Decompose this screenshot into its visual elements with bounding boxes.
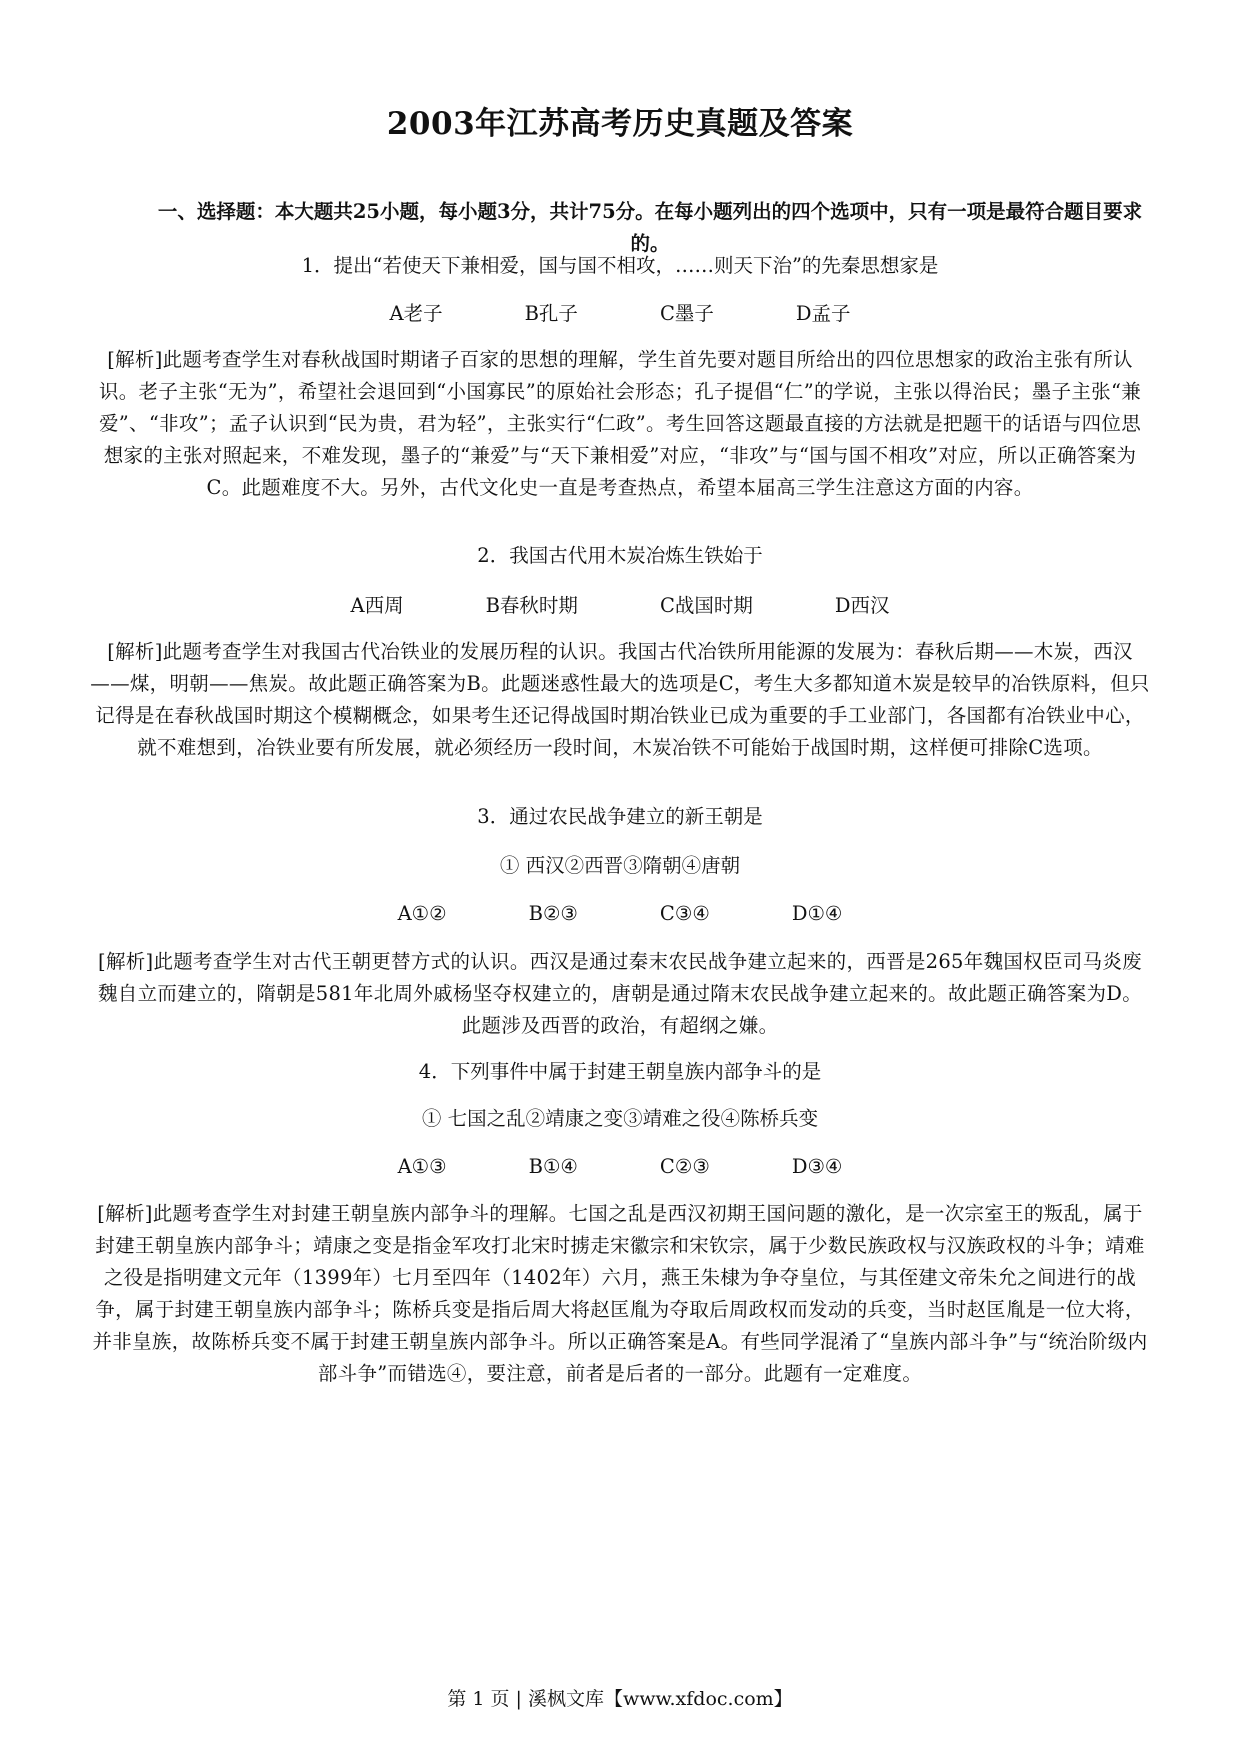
page-title: 2003年江苏高考历史真题及答案 xyxy=(386,106,854,142)
option-b: B孔子 xyxy=(524,302,578,325)
question-2-analysis: [解析]此题考查学生对我国古代冶铁业的发展历程的认识。我国古代冶铁所用能源的发展为：春秋后期——木炭，西汉——煤，明朝——焦炭。故此题正确答案为B。此题迷惑性最大的选项是C，考生大多都知道木炭是较早的冶铁原料，但只记得是在春秋战国时期这个模糊概念，如果考生还记得战国时期冶铁业已成为重要的手工业部门，各国都有冶铁业中心，就不难想到，冶铁业要有所发展，就必须经历一段时间，木炭冶铁不可能始于战国时期，这样便可排除C选项。 xyxy=(90,640,1150,759)
option-d: D③④ xyxy=(791,1155,843,1178)
option-d: D①④ xyxy=(791,902,843,925)
option-c: C②③ xyxy=(659,1155,710,1178)
option-b: B春秋时期 xyxy=(485,594,578,617)
question-4-analysis: [解析]此题考查学生对封建王朝皇族内部争斗的理解。七国之乱是西汉初期王国问题的激化，是一次宗室王的叛乱，属于封建王朝皇族内部争斗；靖康之变是指金军攻打北宋时掳走宋徽宗和宋钦宗，属于少数民族政权与汉族政权的斗争；靖难之役是指明建文元年（1399年）七月至四年（1402年）六月，燕王朱棣为争夺皇位，与其侄建文帝朱允之间进行的战争，属于封建王朝皇族内部争斗；陈桥兵变是指后周大将赵匡胤为夺取后周政权而发动的兵变，当时赵匡胤是一位大将，并非皇族，故陈桥兵变不属于封建王朝皇族内部争斗。所以正确答案是A。有些同学混淆了“皇族内部斗争”与“统治阶级内部斗争”而错选④，要注意，前者是后者的一部分。此题有一定难度。 xyxy=(92,1202,1148,1385)
option-c: C③④ xyxy=(659,902,710,925)
question-1-analysis: [解析]此题考查学生对春秋战国时期诸子百家的思想的理解，学生首先要对题目所给出的四位思想家的政治主张有所认识。老子主张“无为”，希望社会退回到“小国寡民”的原始社会形态；孔子提倡“仁”的学说，主张以得治民；墨子主张“兼爱”、“非攻”；孟子认识到“民为贵，君为轻”，主张实行“仁政”。考生回答这题最直接的方法就是把题干的话语与四位思想家的主张对照起来，不难发现，墨子的“兼爱”与“天下兼相爱”对应，“非攻”与“国与国不相攻”对应，所以正确答案为C。此题难度不大。另外，古代文化史一直是考查热点，希望本届高三学生注意这方面的内容。 xyxy=(98,348,1142,499)
question-3-stem: 3．通过农民战争建立的新王朝是 xyxy=(477,805,763,828)
question-3-items: ① 西汉②西晋③隋朝④唐朝 xyxy=(499,854,741,877)
option-c: C墨子 xyxy=(659,302,714,325)
option-c: C战国时期 xyxy=(659,594,753,617)
option-a: A西周 xyxy=(350,594,404,617)
option-b: B②③ xyxy=(528,902,578,925)
option-d: D孟子 xyxy=(795,302,851,325)
question-3-analysis: [解析]此题考查学生对古代王朝更替方式的认识。西汉是通过秦末农民战争建立起来的，西晋是265年魏国权臣司马炎废魏自立而建立的，隋朝是581年北周外戚杨坚夺权建立的，唐朝是通过隋末农民战争建立起来的。故此题正确答案为D。此题涉及西晋的政治，有超纲之嫌。 xyxy=(97,950,1143,1037)
question-2-stem: 2．我国古代用木炭冶炼生铁始于 xyxy=(477,544,763,567)
question-2-options xyxy=(0,592,1240,620)
option-b: B①④ xyxy=(528,1155,578,1178)
page-footer: 第 1 页 | 溪枫文库【www.xfdoc.com】 xyxy=(447,1688,793,1710)
question-4-stem: 4．下列事件中属于封建王朝皇族内部争斗的是 xyxy=(418,1060,822,1083)
option-a: A老子 xyxy=(389,302,443,325)
section-heading: 一、选择题：本大题共25小题，每小题3分，共计75分。在每小题列出的四个选项中，只有一项是最符合题目要求的。 xyxy=(157,200,1143,255)
question-3-options xyxy=(0,900,1240,928)
option-d: D西汉 xyxy=(834,594,890,617)
option-a: A①② xyxy=(397,902,447,925)
question-4-items: ① 七国之乱②靖康之变③靖难之役④陈桥兵变 xyxy=(421,1107,819,1130)
option-a: A①③ xyxy=(397,1155,447,1178)
question-1-options xyxy=(0,300,1240,328)
question-1-stem: 1．提出“若使天下兼相爱，国与国不相攻，……则天下治”的先秦思想家是 xyxy=(301,254,939,277)
question-4-options xyxy=(0,1153,1240,1181)
